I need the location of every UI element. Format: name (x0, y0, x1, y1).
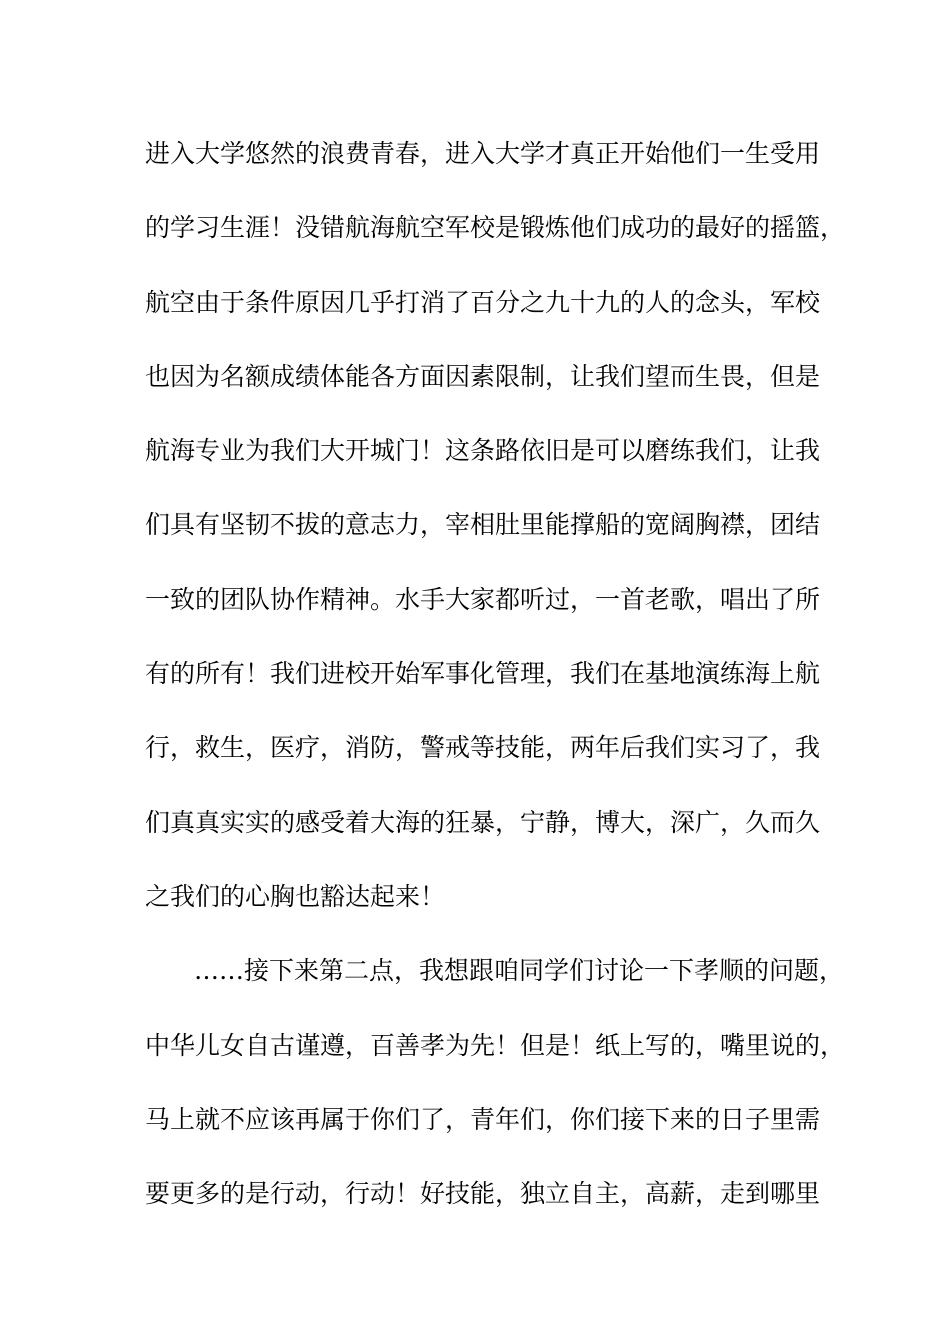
text-line: 有的所有！我们进校开始军事化管理，我们在基地演练海上航 (145, 659, 821, 689)
text-line: 航海专业为我们大开城门！这条路依旧是可以磨练我们，让我 (145, 436, 821, 466)
paragraph-first-line: ……接下来第二点，我想跟咱同学们讨论一下孝顺的问题， (194, 956, 845, 986)
text-line: 们真真实实的感受着大海的狂暴，宁静，博大，深广，久而久 (145, 807, 821, 837)
text-line: 也因为名额成绩体能各方面因素限制，让我们望而生畏，但是 (145, 361, 821, 391)
text-line: 们具有坚韧不拔的意志力，宰相肚里能撑船的宽阔胸襟，团结 (145, 510, 821, 540)
text-line: 一致的团队协作精神。水手大家都听过，一首老歌，唱出了所 (145, 584, 821, 614)
text-line: 要更多的是行动，行动！好技能，独立自主，高薪，走到哪里 (145, 1179, 821, 1209)
text-line: 进入大学悠然的浪费青春，进入大学才真正开始他们一生受用 (145, 139, 821, 168)
text-line: 中华儿女自古谨遵，百善孝为先！但是！纸上写的，嘴里说的， (145, 1030, 846, 1060)
text-line: 航空由于条件原因几乎打消了百分之九十九的人的念头，军校 (145, 287, 821, 317)
text-line: 之我们的心胸也豁达起来！ (145, 881, 446, 911)
text-line: 行，救生，医疗，消防，警戒等技能，两年后我们实习了，我 (145, 733, 821, 763)
text-line: 的学习生涯！没错航海航空军校是锻炼他们成功的最好的摇篮， (145, 213, 846, 243)
body-text (145, 131, 845, 1245)
text-line: 马上就不应该再属于你们了，青年们，你们接下来的日子里需 (145, 1104, 821, 1134)
